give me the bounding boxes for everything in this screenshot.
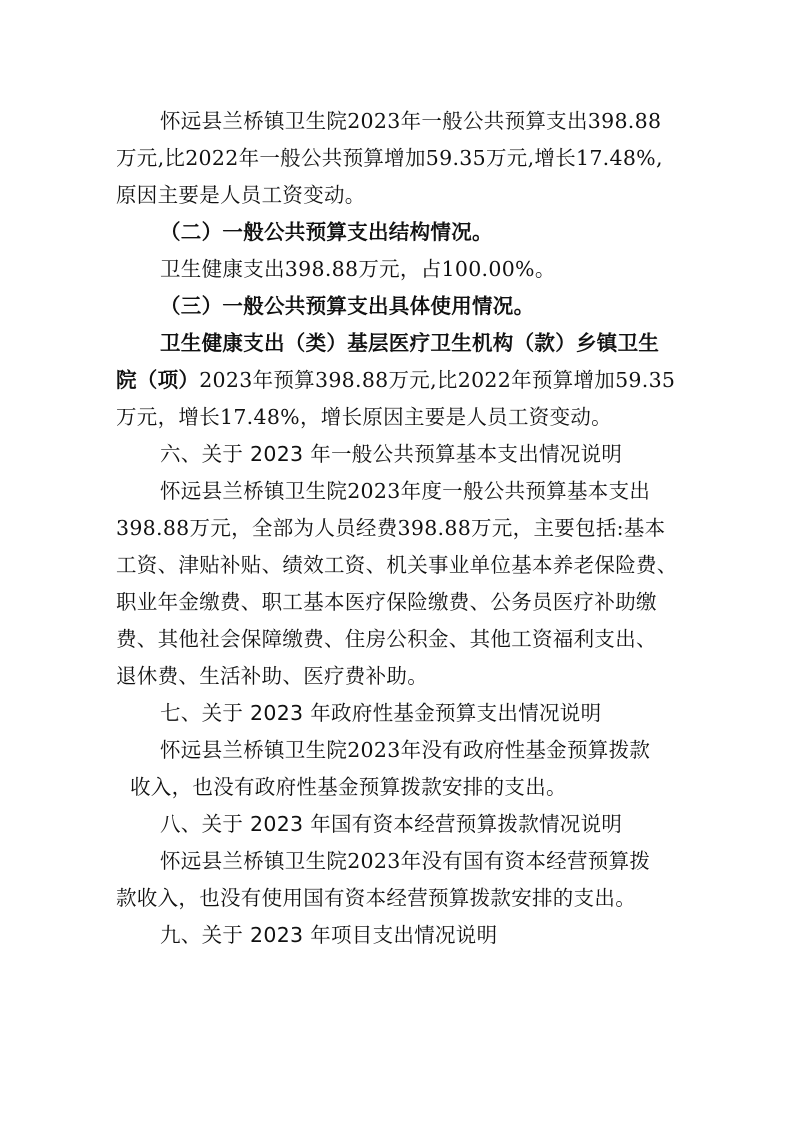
para-expenditure-line-3: 原因主要是人员工资变动。 bbox=[116, 183, 366, 207]
para-fund-line-2: 收入，也没有政府性基金预算拨款安排的支出。 bbox=[130, 775, 567, 799]
para-basic-line-1: 怀远县兰桥镇卫生院2023年度一般公共预算基本支出 bbox=[160, 479, 651, 503]
heading-structure: （二）一般公共预算支出结构情况。 bbox=[160, 220, 493, 244]
para-expenditure-line-1: 怀远县兰桥镇卫生院2023年一般公共预算支出398.88 bbox=[160, 109, 662, 133]
para-usage-line-2 bbox=[116, 362, 686, 399]
heading-usage: （三）一般公共预算支出具体使用情况。 bbox=[160, 294, 535, 318]
heading-section-6: 六、关于 2023 年一般公共预算基本支出情况说明 bbox=[160, 442, 623, 466]
para-usage-bold: 院（项） bbox=[116, 368, 200, 392]
para-capital-line-1: 怀远县兰桥镇卫生院2023年没有国有资本经营预算拨 bbox=[160, 849, 651, 873]
para-basic-line-6: 退休费、生活补助、医疗费补助。 bbox=[116, 664, 428, 688]
heading-section-9: 九、关于 2023 年项目支出情况说明 bbox=[160, 923, 498, 947]
para-basic-line-5: 费、其他社会保障缴费、住房公积金、其他工资福利支出、 bbox=[116, 627, 657, 651]
para-basic-line-3: 工资、津贴补贴、绩效工资、机关事业单位基本养老保险费、 bbox=[116, 553, 678, 577]
para-basic-line-4: 职业年金缴费、职工基本医疗保险缴费、公务员医疗补助缴 bbox=[116, 590, 657, 614]
heading-section-8: 八、关于 2023 年国有资本经营预算拨款情况说明 bbox=[160, 812, 623, 836]
para-structure: 卫生健康支出398.88万元，占100.00%。 bbox=[160, 257, 556, 281]
para-usage-rest: 2023年预算398.88万元,比2022年预算增加59.35 bbox=[199, 368, 676, 392]
para-basic-line-2: 398.88万元，全部为人员经费398.88万元，主要包括:基本 bbox=[116, 516, 666, 540]
para-usage-line-1: 卫生健康支出（类）基层医疗卫生机构（款）乡镇卫生 bbox=[160, 331, 660, 355]
heading-section-7: 七、关于 2023 年政府性基金预算支出情况说明 bbox=[160, 701, 602, 725]
para-capital-line-2: 款收入，也没有使用国有资本经营预算拨款安排的支出。 bbox=[116, 886, 636, 910]
para-expenditure-line-2: 万元,比2022年一般公共预算增加59.35万元,增长17.48%, bbox=[116, 146, 663, 170]
para-fund-line-1: 怀远县兰桥镇卫生院2023年没有政府性基金预算拨款 bbox=[160, 738, 651, 762]
para-usage-line-3: 万元，增长17.48%，增长原因主要是人员工资变动。 bbox=[116, 405, 612, 429]
document-body bbox=[116, 103, 686, 954]
